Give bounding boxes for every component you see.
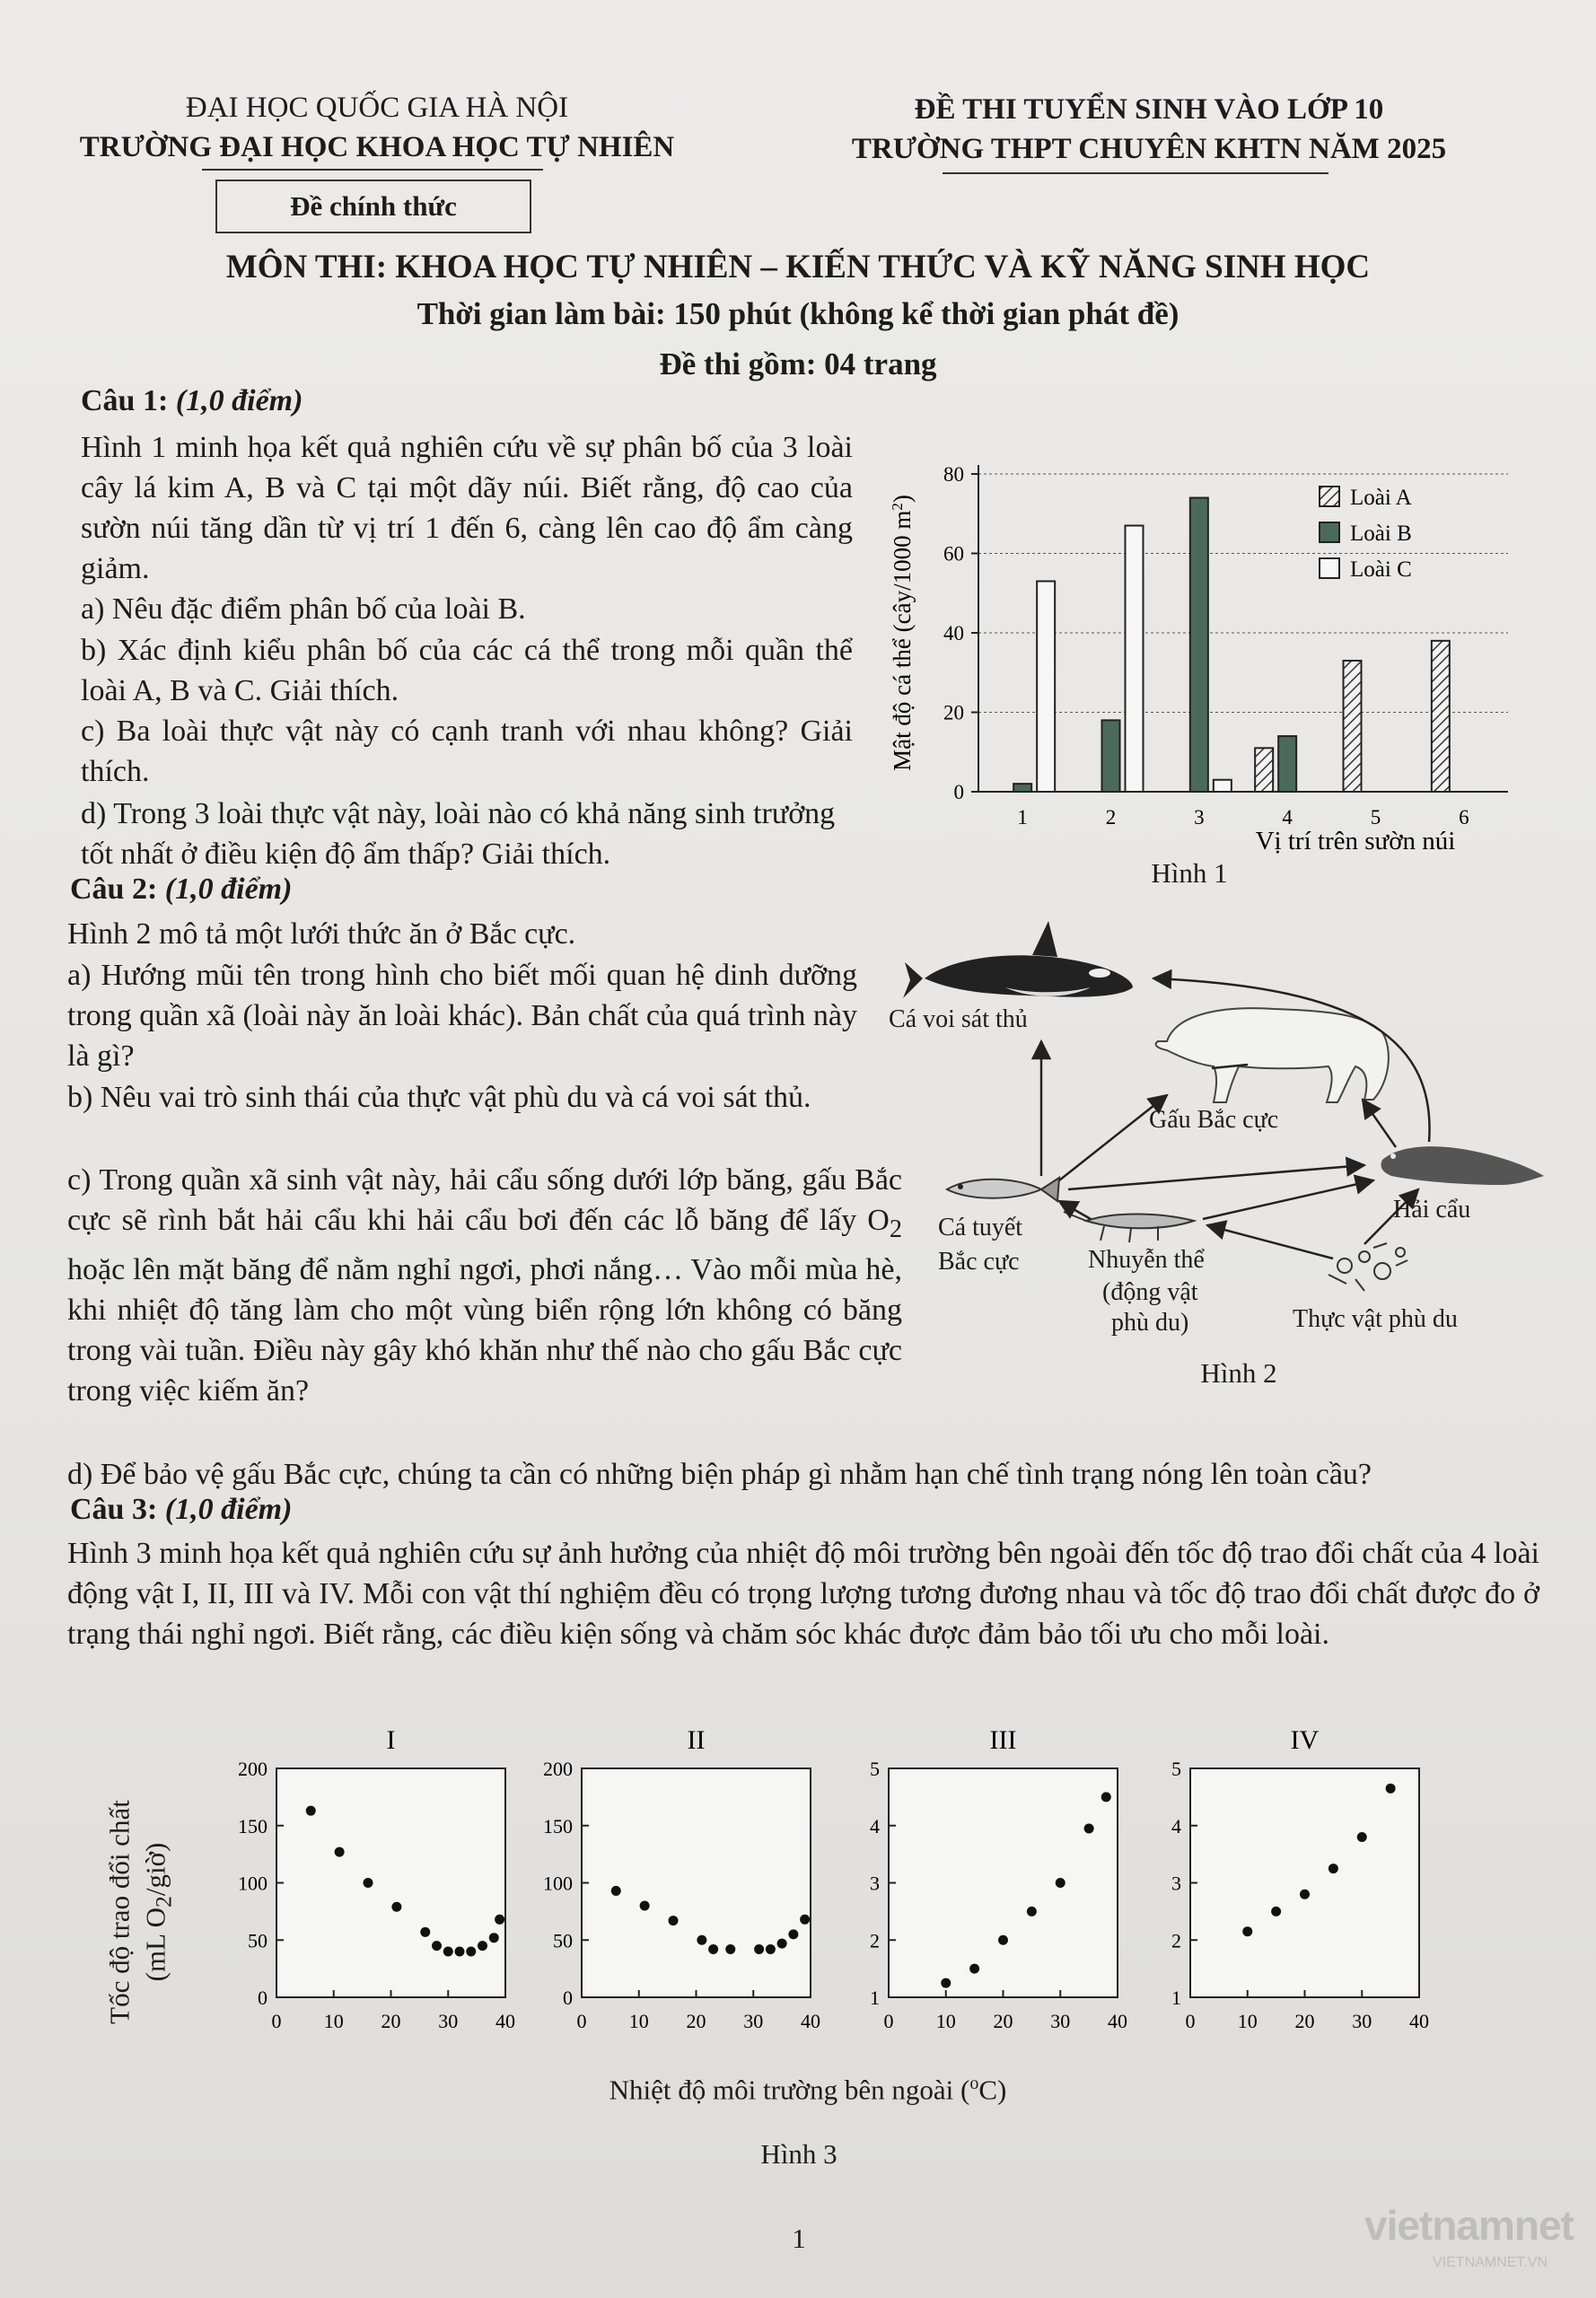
panel-II-point-6 [754,1944,764,1954]
panel-IV-point-5 [1386,1784,1396,1794]
q2-intro: Hình 2 mô tả một lưới thức ăn ở Bắc cực. [67,917,576,951]
q1-intro: Hình 1 minh họa kết quả nghiên cứu về sự phân bố của 3 loài cây lá kim A, B và C tại một dãy núi. Biết rằng, độ cao của sườn núi tăng dần từ vị trí 1 đến 6, càng lên cao độ ẩm càng giảm. [81,431,853,585]
panel-II-point-7 [766,1944,776,1954]
figure-1-x-tick-label: 2 [1105,806,1117,829]
panel-III-y-tick-label: 3 [870,1872,880,1895]
panel-II-point-0 [611,1886,621,1896]
bar-loai-b-pos-1 [1013,784,1031,792]
header-exam-title: ĐỀ THI TUYỂN SINH VÀO LỚP 10 [914,93,1384,126]
panel-II-y-tick-label: 0 [563,1987,573,2009]
label-krill-1: Nhuyễn thể [1088,1246,1205,1274]
panel-I-y-tick-label: 100 [238,1872,267,1895]
panel-I-x-tick-label: 40 [495,2010,515,2032]
bar-loai-a-pos-4 [1255,748,1273,792]
panel-III-point-4 [1056,1878,1065,1888]
panel-III-point-0 [941,1978,951,1988]
watermark-url: VIETNAMNET.VN [1433,2255,1548,2270]
q1-points: (1,0 điểm) [175,384,303,417]
panel-I-frame [276,1768,505,1997]
bar-loai-b-pos-2 [1102,720,1120,792]
panel-I-title: I [386,1725,396,1755]
panel-II-x-tick-label: 40 [801,2010,820,2032]
panel-IV-frame [1190,1768,1419,1997]
panel-IV-x-tick-label: 20 [1294,2010,1315,2032]
figure-3-x-label-a: Nhiệt độ môi trường bên ngoài ( [609,2074,970,2106]
q2-part-d: d) Để bảo vệ gấu Bắc cực, chúng ta cần có những biện pháp gì nhằm hạn chế tình trạng nóng lên toàn cầu? [67,1458,1372,1491]
panel-II-y-tick-label: 200 [543,1758,573,1780]
watermark-logo: vietnamnet [1364,2202,1574,2249]
panel-I-point-11 [495,1915,504,1925]
figure-1-y-label [889,495,916,771]
panel-II-point-5 [725,1944,735,1954]
panel-IV-y-tick-label: 2 [1171,1929,1181,1952]
panel-II-x-tick-label: 0 [576,2010,587,2032]
figure-1-y-label-main: Mật độ cá thể (cây/1000 m [889,510,916,771]
panel-IV-point-2 [1300,1890,1310,1899]
figure-1-x-tick-label: 3 [1194,806,1205,829]
q2-part-b: b) Nêu vai trò sinh thái của thực vật phù du và cá voi sát thủ. [67,1081,811,1114]
exam-time: Thời gian làm bài: 150 phút (không kể thời gian phát đề) [417,296,1179,331]
panel-I-point-7 [455,1947,465,1957]
q2-part-c-text-2: hoặc lên mặt băng để nằm nghỉ ngơi, phơi nắng… Vào mỗi mùa hè, khi nhiệt độ tăng làm cho một vùng biển rộng lớn không có băng trong vài tuần. Điều này gây khó khăn như thế nào cho gấu Bắc cực trong việc kiếm ăn? [67,1252,902,1408]
figure-3-x-label [449,2074,1167,2106]
panel-II-y-tick-label: 150 [543,1814,573,1838]
panel-I-point-3 [391,1902,401,1912]
panel-II-point-2 [669,1916,679,1925]
q3-heading [70,1493,292,1527]
q2-part-c-text-1: c) Trong quần xã sinh vật này, hải cẩu sống dưới lớp băng, gấu Bắc cực sẽ rình bắt hải cẩu khi hải cẩu bơi đến các lỗ băng để lấy O [67,1163,902,1237]
panel-IV-point-4 [1357,1832,1367,1842]
panel-I-point-2 [364,1878,373,1888]
figure-1-x-tick-label: 4 [1282,806,1293,829]
panel-III-y-tick-label: 4 [870,1814,880,1838]
page-number: 1 [792,2223,806,2254]
q1-part-a: a) Nêu đặc điểm phân bố của loài B. [81,592,526,626]
legend-swatch-loai-c [1320,558,1339,578]
panel-II-x-tick-label: 30 [743,2010,764,2032]
panel-II-x-tick-label: 20 [686,2010,706,2032]
panel-IV-title: IV [1290,1725,1320,1755]
bar-loai-a-pos-5 [1344,661,1362,792]
panel-I-y-tick-label: 150 [238,1814,267,1838]
panel-I-y-tick-label: 200 [238,1758,267,1780]
panel-IV-y-tick-label: 1 [1171,1987,1181,2009]
label-phytoplankton: Thực vật phù du [1293,1305,1458,1333]
panel-II-point-1 [640,1901,650,1911]
panel-I-x-tick-label: 10 [323,2010,344,2032]
panel-II-point-10 [800,1915,810,1925]
bar-loai-a-pos-6 [1432,641,1450,792]
q2-part-c-sub: 2 [889,1215,902,1243]
panel-I-point-4 [420,1927,430,1937]
panel-III-point-5 [1084,1823,1094,1833]
figure-3-y-label-line-2 [137,1800,181,2024]
panel-III-frame [889,1768,1118,1997]
panel-IV-x-tick-label: 30 [1352,2010,1372,2032]
figure-3-y-label-line-2-sub: 2 [150,1896,177,1908]
header-school: TRƯỜNG ĐẠI HỌC KHOA HỌC TỰ NHIÊN [79,131,675,163]
label-krill-2: (động vật [1102,1278,1198,1306]
figure-3-y-label-line-1: Tốc độ trao đổi chất [103,1800,136,2024]
panel-III-y-tick-label: 2 [870,1929,880,1952]
arctic-cod-illustration [947,1178,1059,1201]
figure-1-y-tick-label: 80 [943,463,964,486]
legend-label-loai-b: Loài B [1350,522,1412,546]
panel-III-x-tick-label: 40 [1108,2010,1127,2032]
bar-loai-c-pos-1 [1037,581,1055,792]
bar-loai-b-pos-3 [1190,498,1208,792]
header-exam-school: TRƯỜNG THPT CHUYÊN KHTN NĂM 2025 [851,133,1447,165]
q2-points: (1,0 điểm) [164,873,293,906]
panel-I-point-9 [478,1941,487,1951]
panel-I-point-10 [489,1933,499,1943]
q2-part-c [67,1160,902,1411]
bar-loai-b-pos-4 [1278,736,1296,792]
panel-II-y-tick-label: 50 [553,1929,573,1952]
panel-I-y-tick-label: 50 [248,1929,267,1952]
label-arctic-cod-1: Cá tuyết [938,1214,1023,1241]
panel-I-x-tick-label: 0 [271,2010,282,2032]
figure-1-y-label-end: ) [889,495,916,504]
panel-III-point-3 [1027,1907,1037,1916]
polar-bear-illustration [1156,1008,1389,1102]
panel-IV-point-0 [1242,1926,1252,1936]
phytoplankton-illustration [1329,1243,1407,1291]
bar-loai-c-pos-3 [1214,780,1232,792]
krill-illustration [1064,1212,1194,1242]
panel-IV-y-tick-label: 4 [1171,1814,1181,1838]
panel-I-x-tick-label: 20 [381,2010,401,2032]
label-orca: Cá voi sát thủ [889,1005,1028,1033]
figure-1-y-tick-label: 20 [943,701,964,724]
panel-IV-x-tick-label: 40 [1409,2010,1429,2032]
panel-I-point-1 [335,1847,345,1857]
figure-3-caption: Hình 3 [760,2138,837,2170]
panel-II-frame [582,1768,811,1997]
panel-I-point-5 [432,1941,442,1951]
figure-1-y-label-sup: 2 [888,503,906,511]
orca-illustration [903,921,1133,998]
header-school-underline [202,169,543,171]
panel-IV-point-1 [1271,1907,1281,1916]
figure-1-x-tick-label: 5 [1370,806,1381,829]
legend-label-loai-c: Loài C [1350,557,1412,582]
label-seal: Hải cẩu [1393,1196,1471,1224]
figure-3-x-label-b: C) [978,2074,1007,2106]
q3-intro: Hình 3 minh họa kết quả nghiên cứu sự ảnh hưởng của nhiệt độ môi trường bên ngoài đến tốc độ trao đổi chất của 4 loài động vật I, II, III và IV. Mỗi con vật thí nghiệm đều có trọng lượng tương đương nhau và tốc độ trao đổi chất được đo ở trạng thái nghỉ ngơi. Biết rằng, các điều kiện sống và chăm sóc khác được đảm bảo tối ưu cho mỗi loài. [67,1537,1539,1651]
q1-part-b: b) Xác định kiểu phân bố của các cá thể trong mỗi quần thể loài A, B và C. Giải thích. [81,634,853,707]
seal-illustration [1381,1146,1544,1185]
q1-heading-label: Câu 1: [81,384,169,417]
figure-3-x-label-sup: o [969,2074,979,2093]
panel-IV-y-tick-label: 5 [1171,1758,1181,1780]
header-university: ĐẠI HỌC QUỐC GIA HÀ NỘI [185,92,569,124]
q3-heading-label: Câu 3: [70,1493,158,1526]
q3-points: (1,0 điểm) [164,1493,293,1526]
panel-II-x-tick-label: 10 [628,2010,649,2032]
panel-I-x-tick-label: 30 [438,2010,459,2032]
panel-III-point-1 [969,1964,979,1974]
figure-3-y-label-line-2-b: /giờ) [139,1842,171,1897]
panel-II-point-8 [777,1939,787,1949]
figure-1-y-tick-label: 60 [943,542,964,566]
panel-III-y-tick-label: 5 [870,1758,880,1780]
panel-III-point-2 [998,1935,1008,1945]
panel-III-point-6 [1101,1792,1111,1802]
exam-subject: MÔN THI: KHOA HỌC TỰ NHIÊN – KIẾN THỨC VÀ KỸ NĂNG SINH HỌC [225,249,1371,285]
official-exam-box: Đề chính thức [215,180,531,233]
figure-1-y-tick-label: 0 [953,781,964,803]
q2-heading [70,873,292,907]
panel-II-point-9 [788,1929,798,1939]
panel-IV-x-tick-label: 10 [1237,2010,1258,2032]
figure-1-x-tick-label: 6 [1459,806,1469,829]
panel-III-x-tick-label: 20 [993,2010,1013,2032]
panel-II-title: II [687,1725,706,1755]
panel-IV-point-3 [1329,1864,1338,1873]
figure-3-scatter-panels [144,1706,1472,2065]
panel-II-y-tick-label: 100 [543,1872,573,1895]
q1-part-d: d) Trong 3 loài thực vật này, loài nào có khả năng sinh trưởng tốt nhất ở điều kiện độ ẩm thấp? Giải thích. [81,797,836,871]
legend-label-loai-a: Loài A [1350,486,1412,510]
exam-page-count: Đề thi gồm: 04 trang [659,346,937,382]
panel-III-x-tick-label: 30 [1050,2010,1071,2032]
bar-loai-c-pos-2 [1126,526,1144,792]
panel-I-point-0 [306,1806,316,1816]
panel-IV-x-tick-label: 0 [1185,2010,1196,2032]
panel-II-point-3 [697,1935,706,1945]
legend-swatch-loai-b [1320,522,1339,542]
label-krill-3: phù du) [1111,1309,1189,1337]
q2-part-a: a) Hướng mũi tên trong hình cho biết mối quan hệ dinh dưỡng trong quần xã (loài này ăn loài khác). Bản chất của quá trình này là gì? [67,959,857,1073]
q1-part-c: c) Ba loài thực vật này có cạnh tranh với nhau không? Giải thích. [81,715,853,788]
legend-swatch-loai-a [1320,487,1339,506]
panel-I-y-tick-label: 0 [258,1987,267,2009]
figure-1-x-tick-label: 1 [1017,806,1028,829]
panel-IV-y-tick-label: 3 [1171,1872,1181,1895]
q1-heading [81,384,303,418]
panel-I-point-6 [443,1947,453,1957]
panel-II-point-4 [708,1944,718,1954]
figure-3-y-label-line-2-a: (mL O [139,1908,171,1982]
panel-III-x-tick-label: 10 [935,2010,956,2032]
figure-1-x-label: Vị trí trên sườn núi [1255,827,1456,855]
figure-1-y-tick-label: 40 [943,622,964,645]
figure-1-caption: Hình 1 [1151,857,1228,889]
figure-2-caption: Hình 2 [1200,1357,1277,1389]
q2-heading-label: Câu 2: [70,873,158,906]
panel-III-x-tick-label: 0 [883,2010,894,2032]
label-polar-bear: Gấu Bắc cực [1149,1106,1279,1134]
panel-I-point-8 [466,1947,476,1957]
panel-III-title: III [989,1725,1017,1755]
header-exam-underline [943,172,1329,174]
panel-III-y-tick-label: 1 [870,1987,880,2009]
label-arctic-cod-2: Bắc cực [938,1248,1020,1276]
